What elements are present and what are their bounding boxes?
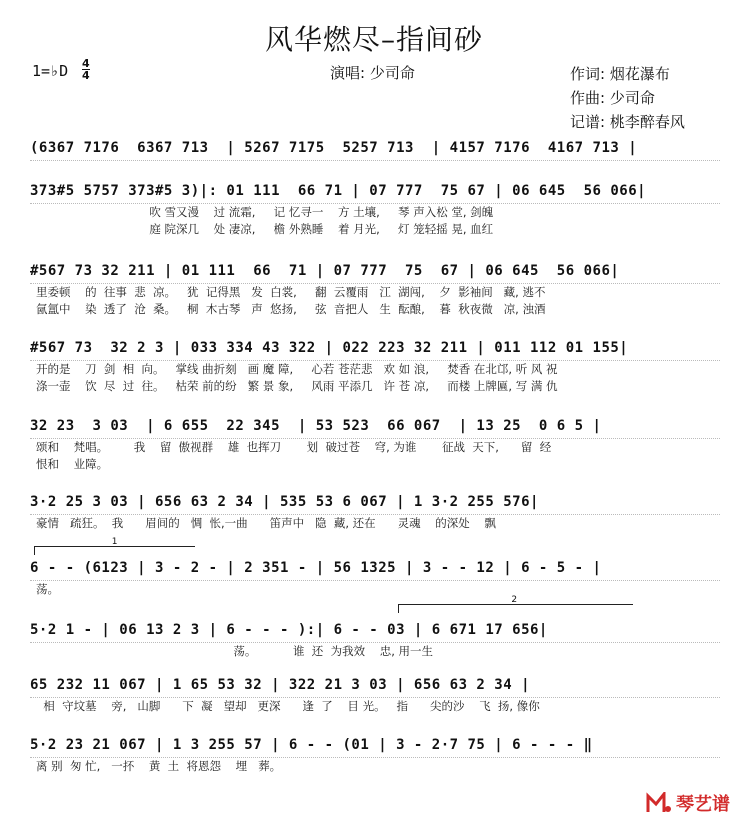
score-row [30, 677, 720, 715]
notation-line: (6367 7176 6367 713 | 5267 7175 5257 713 | 4157 7176 4167 713 | [30, 140, 720, 161]
lyric-line: 恨和 业障。 [36, 457, 109, 471]
score-row [30, 622, 720, 660]
notation-line: 6 - - (6123 | 3 - 2 - | 2 351 - | 56 1325 | 3 - - 12 | 6 - 5 - | [30, 560, 720, 581]
lyric-line: 开的是 刀 剑 相 向。 掌线 曲折刻 画 魔 障, 心若 苍茫悲 欢 如 浪, 焚香 在北邙, 听 风 祝 [36, 362, 558, 376]
logo-text: 琴艺谱 [676, 794, 730, 815]
lyric-line: 相 守坟墓 旁, 山脚 下 凝 望却 更深 逢 了 目 光。 指 尖的沙 飞 扬, 像你 [36, 699, 540, 713]
lyric-line: 氤氲中 染 透了 沧 桑。 桐 木古琴 声 悠扬, 弦 音把人 生 酝酿, 暮 秋夜微 凉, 浊酒 [36, 302, 546, 316]
notation-line: #567 73 32 2 3 | 033 334 43 322 | 022 223 32 211 | 011 112 01 155| [30, 340, 720, 361]
time-signature-top: 4 [82, 57, 90, 70]
score-row [30, 418, 720, 473]
notation-line: 5·2 1 - | 06 13 2 3 | 6 - - - ):| 6 - - 03 | 6 671 17 656| [30, 622, 720, 643]
score-row [30, 560, 720, 598]
lyric-line: 颂和 梵唱。 我 留 傲视群 雄 也挥刀 划 破过苍 穹, 为谁 征战 天下, 留 经 [36, 440, 552, 454]
lyric-line: 吹 雪又漫 过 流霜, 记 忆寻一 方 土壤, 琴 声入松 堂, 剑魄 [36, 205, 494, 219]
score-row [30, 737, 720, 775]
lyricist-credit: 作词: 烟花瀑布 [570, 65, 670, 83]
composer-credit: 作曲: 少司命 [570, 89, 655, 107]
notation-line: 5·2 23 21 067 | 1 3 255 57 | 6 - - (01 | 3 - 2·7 75 | 6 - - - ‖ [30, 737, 720, 758]
score-row [30, 183, 720, 238]
score-row [30, 494, 720, 532]
time-signature [82, 58, 90, 81]
transcriber-credit: 记谱: 桃李醉春风 [570, 113, 685, 131]
score-row [30, 263, 720, 318]
lyric-line: 豪情 疏狂。 我 眉间的 惆 怅,一曲 笛声中 隐 藏, 还在 灵魂 的深处 飘 [36, 516, 496, 530]
credits [570, 62, 685, 134]
notation-line: 3·2 25 3 03 | 656 63 2 34 | 535 53 6 067 | 1 3·2 255 576| [30, 494, 720, 515]
singer-credit: 演唱: 少司命 [330, 64, 415, 82]
score-row [30, 340, 720, 395]
time-signature-bottom: 4 [82, 69, 90, 82]
key-signature: 1=♭D [32, 62, 69, 80]
lyric-line: 荡。 [36, 582, 59, 596]
volta-bracket-2: 2 [398, 604, 633, 613]
score-row [30, 140, 720, 161]
song-title: 风华燃尽–指间砂 [264, 23, 483, 56]
lyric-line: 庭 院深几 处 凄凉, 檐 外熟睡 着 月光, 灯 笼轻摇 晃, 血红 [36, 222, 494, 236]
volta-bracket-1: 1 [34, 546, 195, 555]
notation-line: 373#5 5757 373#5 3)|: 01 111 66 71 | 07 777 75 67 | 06 645 56 066| [30, 183, 720, 204]
notation-line: 65 232 11 067 | 1 65 53 32 | 322 21 3 03 | 656 63 2 34 | [30, 677, 720, 698]
notation-line: 32 23 3 03 | 6 655 22 345 | 53 523 66 067 | 13 25 0 6 5 | [30, 418, 720, 439]
lyric-line: 荡。 谁 还 为我效 忠, 用一生 [36, 644, 434, 658]
site-logo [646, 790, 730, 816]
notation-line: #567 73 32 211 | 01 111 66 71 | 07 777 75 67 | 06 645 56 066| [30, 263, 720, 284]
lyric-line: 离 别 匆 忙, 一抔 黄 土 将恩怨 埋 葬。 [36, 759, 282, 773]
lyric-line: 里委顿 的 往事 悲 凉。 犹 记得黑 发 白裳, 翻 云覆雨 江 湖闯, 夕 影袖间 藏, 逃不 [36, 285, 546, 299]
music-note-logo-icon [646, 792, 672, 814]
lyric-line: 涤一壶 饮 尽 过 往。 枯荣 前的纷 繁 景 象, 风雨 平添几 许 苍 凉, 而楼 上牌匾, 写 满 仇 [36, 379, 558, 393]
